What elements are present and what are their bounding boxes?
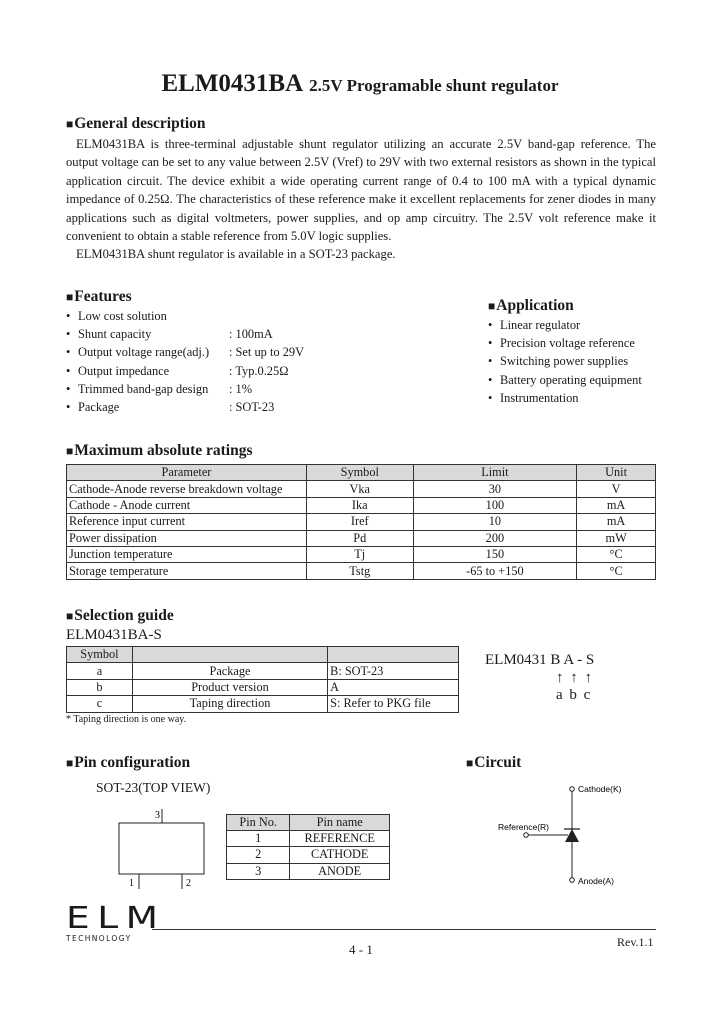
ratings-row	[67, 514, 656, 530]
part-number: ELM0431BA	[161, 70, 304, 97]
cathode-terminal	[570, 787, 575, 792]
application-item	[488, 352, 688, 370]
ratings-cell: Tstg	[306, 563, 413, 579]
feature-name: Trimmed band-gap design	[78, 381, 209, 396]
bullet: •	[488, 336, 493, 351]
ratings-cell: -65 to +150	[413, 563, 577, 579]
ratings-row	[67, 530, 656, 546]
selection-symbol: c	[67, 696, 133, 712]
pin-number: 1	[227, 831, 290, 847]
bullet: •	[488, 390, 493, 405]
selection-value: A	[328, 679, 459, 695]
ratings-cell: mW	[577, 530, 656, 546]
bullet: •	[66, 363, 71, 378]
pin-header-no: Pin No.	[227, 815, 290, 831]
pin-name: ANODE	[290, 863, 390, 879]
feature-name: Low cost solution	[78, 309, 167, 323]
ratings-cell: Tj	[306, 546, 413, 562]
selection-item: Package	[132, 663, 327, 679]
revision: Rev.1.1	[617, 935, 654, 949]
ratings-cell: Pd	[306, 530, 413, 546]
part-code-diagram: ELM0431 B A - S	[485, 652, 595, 668]
ratings-cell: 100	[413, 497, 577, 513]
feature-item	[66, 307, 366, 325]
bullet: •	[488, 318, 493, 332]
ratings-cell: Reference input current	[67, 514, 307, 530]
logo-text: ELM	[66, 901, 166, 936]
cathode-label: Cathode(K)	[578, 784, 622, 794]
application-item	[488, 371, 688, 389]
selection-guide-heading: ■Selection guide	[66, 607, 174, 624]
ratings-cell: mA	[577, 514, 656, 530]
ratings-header-cell: Limit	[413, 465, 577, 481]
feature-item	[66, 325, 366, 343]
bullet: •	[66, 400, 71, 415]
features-heading: ■Features	[66, 288, 132, 305]
part-code-arrows: ↑ ↑ ↑	[556, 670, 592, 686]
feature-name: Shunt capacity	[78, 327, 152, 342]
application-list	[488, 316, 688, 407]
application-label: Instrumentation	[500, 390, 579, 405]
footer-rule	[152, 929, 656, 930]
ratings-header-cell: Symbol	[306, 465, 413, 481]
part-code-letters: a b c	[556, 687, 591, 703]
anode-label: Anode(A)	[578, 876, 614, 886]
description-paragraph: ELM0431BA is three-terminal adjustable shunt regulator utilizing an accurate 2.5V band-gap reference. The output voltage can be set to any value between 2.5V (Vref) to 29V with two external resistors as shown in the typical application circuit. The device exhibit a wide operating current range of 0.4 to 100 mA with a typical dynamic impedance of 0.25Ω. The characteristics of these reference make it excellent replacements for zener diodes in many applications such as digital voltmeters, power supplies, and op amp circuitry. The 2.5V volt reference make it convenient to obtain a stable reference from 5.0V logic supplies.	[66, 137, 656, 244]
pin-config-heading: ■Pin configuration	[66, 754, 191, 771]
ratings-cell: V	[577, 481, 656, 497]
bullet: •	[66, 345, 71, 360]
ratings-row	[67, 563, 656, 579]
bullet: •	[488, 372, 493, 387]
application-label: Switching power supplies	[500, 354, 629, 369]
bullet: •	[66, 381, 71, 396]
package-body	[119, 823, 204, 874]
selection-row	[67, 663, 459, 679]
ratings-header-cell: Unit	[577, 465, 656, 481]
circuit-heading: ■Circuit	[466, 754, 522, 771]
selection-symbol: b	[67, 679, 133, 695]
ratings-cell: Ika	[306, 497, 413, 513]
ratings-table	[66, 464, 656, 580]
feature-value: : SOT-23	[229, 400, 275, 415]
feature-value: : 100mA	[229, 327, 273, 342]
ratings-row	[67, 546, 656, 562]
ratings-cell: Cathode - Anode current	[67, 497, 307, 513]
ratings-cell: Power dissipation	[67, 530, 307, 546]
package-paragraph: ELM0431BA shunt regulator is available in a SOT-23 package.	[76, 247, 396, 262]
selection-table	[66, 646, 459, 713]
pin-row	[227, 831, 390, 847]
ratings-cell: Storage temperature	[67, 563, 307, 579]
ratings-cell: Vka	[306, 481, 413, 497]
pin-row	[227, 847, 390, 863]
ratings-cell: Junction temperature	[67, 546, 307, 562]
ratings-cell: °C	[577, 563, 656, 579]
ratings-row	[67, 497, 656, 513]
application-label: Linear regulator	[500, 318, 581, 332]
feature-value: : Typ.0.25Ω	[229, 363, 289, 378]
application-label: Battery operating equipment	[500, 372, 642, 387]
bullet: •	[488, 354, 493, 369]
ratings-cell: 10	[413, 514, 577, 530]
general-description-heading: ■General description	[66, 115, 206, 132]
feature-name: Output impedance	[78, 363, 170, 378]
elm-logo	[66, 901, 166, 943]
application-item	[488, 316, 688, 334]
selection-item: Product version	[132, 679, 327, 695]
feature-value: : Set up to 29V	[229, 345, 305, 360]
selection-row	[67, 696, 459, 712]
feature-item	[66, 362, 366, 380]
ratings-heading: ■Maximum absolute ratings	[66, 442, 253, 459]
selection-part-code: ELM0431BA-S	[66, 627, 162, 643]
feature-name: Package	[78, 400, 120, 415]
ratings-cell: 150	[413, 546, 577, 562]
selection-row	[67, 679, 459, 695]
application-heading: ■Application	[488, 297, 574, 314]
reference-label: Reference(R)	[498, 822, 550, 832]
page-title	[0, 70, 720, 98]
selection-symbol: a	[67, 663, 133, 679]
pin-table	[226, 814, 390, 880]
pin-header-name: Pin name	[290, 815, 390, 831]
taping-note: * Taping direction is one way.	[66, 714, 187, 725]
circuit-diagram	[494, 780, 634, 890]
logo-subtext: TECHNOLOGY	[66, 934, 132, 943]
pin1-label: 1	[129, 878, 134, 889]
bullet: •	[66, 327, 71, 342]
pin-name: CATHODE	[290, 847, 390, 863]
pin3-label: 3	[155, 810, 160, 821]
sot23-package-drawing	[112, 804, 212, 894]
reference-terminal	[524, 833, 529, 838]
pin-row	[227, 863, 390, 879]
pin2-label: 2	[186, 878, 191, 889]
package-label: SOT-23(TOP VIEW)	[96, 780, 211, 795]
feature-item	[66, 343, 366, 361]
ratings-row	[67, 481, 656, 497]
pin-number: 2	[227, 847, 290, 863]
application-item	[488, 389, 688, 407]
features-list	[66, 307, 366, 416]
application-label: Precision voltage reference	[500, 336, 635, 351]
ratings-cell: °C	[577, 546, 656, 562]
selection-item: Taping direction	[132, 696, 327, 712]
selection-value: B: SOT-23	[328, 663, 459, 679]
selection-header-symbol: Symbol	[67, 647, 133, 663]
application-item	[488, 334, 688, 352]
ratings-cell: Cathode-Anode reverse breakdown voltage	[67, 481, 307, 497]
selection-value: S: Refer to PKG file	[328, 696, 459, 712]
title-description: 2.5V Programable shunt regulator	[309, 76, 559, 95]
pin-name: REFERENCE	[290, 831, 390, 847]
ratings-cell: mA	[577, 497, 656, 513]
ratings-header-cell: Parameter	[67, 465, 307, 481]
feature-item	[66, 380, 366, 398]
general-description-text	[66, 135, 656, 264]
page-number: 4 - 1	[349, 942, 373, 957]
ratings-cell: Iref	[306, 514, 413, 530]
ratings-cell: 200	[413, 530, 577, 546]
feature-item	[66, 398, 366, 416]
feature-name: Output voltage range(adj.)	[78, 345, 210, 360]
bullet: •	[66, 309, 71, 323]
ratings-cell: 30	[413, 481, 577, 497]
feature-value: : 1%	[229, 381, 253, 396]
pin-number: 3	[227, 863, 290, 879]
anode-terminal	[570, 878, 575, 883]
